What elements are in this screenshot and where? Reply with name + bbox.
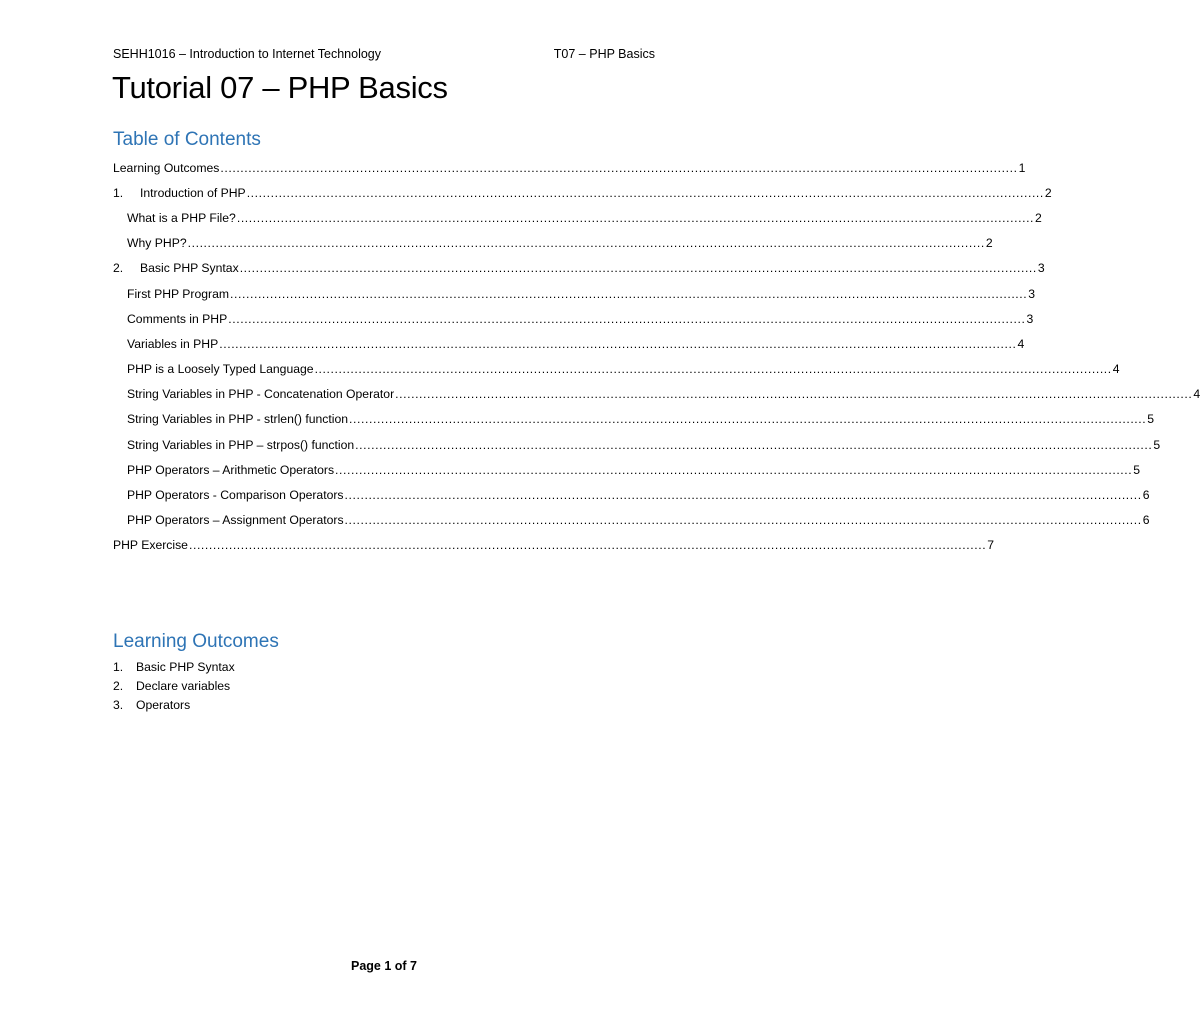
toc-leader-dots: ........................................................................................................................................................................................................ [395, 387, 1193, 402]
list-item [113, 657, 235, 676]
header-code: T07 – PHP Basics [553, 47, 655, 61]
toc-entry-label: What is a PHP File? [127, 210, 236, 225]
list-item [113, 695, 235, 714]
toc-entry-page: 5 [1133, 462, 1141, 477]
toc-entry[interactable] [113, 155, 1026, 180]
toc-entry[interactable] [113, 281, 1036, 306]
toc-entry-label: String Variables in PHP - Concatenation Operator [127, 387, 395, 402]
toc-leader-dots: ........................................................................................................................................................................................................ [355, 437, 1153, 452]
list-item-number: 1. [113, 659, 124, 674]
toc-entry-label: Why PHP? [127, 236, 187, 251]
toc-leader-dots: ........................................................................................................................................................................................................ [314, 362, 1112, 377]
learning-outcomes-heading: Learning Outcomes [113, 631, 279, 652]
toc-leader-dots: ........................................................................................................................................................................................................ [187, 236, 985, 251]
toc-entry[interactable] [113, 357, 1120, 382]
toc-entry[interactable] [113, 256, 1045, 281]
toc-entry-page: 4 [1193, 387, 1200, 402]
table-of-contents [113, 155, 1200, 558]
list-item-text: Basic PHP Syntax [136, 659, 235, 674]
toc-entry[interactable] [113, 482, 1150, 507]
toc-entry-page: 7 [987, 538, 994, 553]
list-item-number: 2. [113, 678, 124, 693]
toc-entry[interactable] [113, 306, 1034, 331]
toc-entry-label: PHP is a Loosely Typed Language [127, 362, 314, 377]
toc-entry-label: PHP Operators – Assignment Operators [127, 513, 344, 528]
toc-entry[interactable] [113, 180, 1052, 205]
toc-entry-page: 3 [1028, 286, 1036, 301]
toc-heading: Table of Contents [113, 129, 261, 150]
toc-leader-dots: ........................................................................................................................................................................................................ [236, 210, 1035, 225]
toc-entry-page: 2 [1044, 185, 1052, 200]
toc-entry-label: Variables in PHP [127, 336, 219, 351]
toc-entry-page: 1 [1018, 160, 1026, 175]
page-number: Page 1 of 7 [351, 959, 417, 973]
toc-entry-label: Comments in PHP [127, 311, 228, 326]
toc-leader-dots: ........................................................................................................................................................................................................ [220, 160, 1018, 175]
toc-entry-page: 6 [1142, 513, 1150, 528]
toc-entry-page: 4 [1112, 362, 1120, 377]
toc-entry-label: PHP Exercise [113, 538, 188, 553]
toc-entry-label: String Variables in PHP - strlen() function [127, 412, 349, 427]
toc-entry-label: Learning Outcomes [113, 160, 220, 175]
toc-entry-label: Introduction of PHP [140, 185, 246, 200]
toc-entry-number: 2. [113, 261, 124, 276]
toc-entry-page: 5 [1147, 412, 1155, 427]
toc-leader-dots: ........................................................................................................................................................................................................ [230, 286, 1028, 301]
list-item [113, 676, 235, 695]
toc-leader-dots: ........................................................................................................................................................................................................ [335, 462, 1133, 477]
toc-entry-page: 2 [1035, 210, 1042, 225]
toc-leader-dots: ........................................................................................................................................................................................................ [349, 412, 1147, 427]
toc-leader-dots: ........................................................................................................................................................................................................ [344, 488, 1142, 503]
toc-entry-label: PHP Operators - Comparison Operators [127, 488, 344, 503]
header-course: SEHH1016 – Introduction to Internet Technology [113, 47, 381, 61]
page-title: Tutorial 07 – PHP Basics [112, 70, 448, 105]
learning-outcomes-list [113, 657, 235, 714]
toc-entry[interactable] [113, 432, 1161, 457]
toc-entry[interactable] [113, 533, 994, 558]
toc-leader-dots: ........................................................................................................................................................................................................ [188, 538, 987, 553]
toc-entry[interactable] [113, 407, 1155, 432]
toc-entry[interactable] [113, 457, 1141, 482]
toc-entry[interactable] [113, 508, 1150, 533]
toc-leader-dots: ........................................................................................................................................................................................................ [246, 185, 1044, 200]
list-item-text: Declare variables [136, 678, 231, 693]
toc-entry-page: 3 [1026, 311, 1034, 326]
list-item-number: 3. [113, 697, 124, 712]
toc-entry-page: 3 [1037, 261, 1045, 276]
toc-entry-page: 5 [1153, 437, 1161, 452]
list-item-text: Operators [136, 697, 191, 712]
toc-entry[interactable] [113, 231, 993, 256]
toc-entry-page: 2 [985, 236, 993, 251]
toc-leader-dots: ........................................................................................................................................................................................................ [219, 336, 1017, 351]
toc-entry-page: 6 [1142, 488, 1150, 503]
toc-entry-label: PHP Operators – Arithmetic Operators [127, 462, 335, 477]
toc-entry[interactable] [113, 382, 1200, 407]
toc-leader-dots: ........................................................................................................................................................................................................ [239, 261, 1037, 276]
toc-entry-label: First PHP Program [127, 286, 230, 301]
toc-entry[interactable] [113, 205, 1042, 230]
toc-entry-number: 1. [113, 185, 124, 200]
toc-entry-page: 4 [1017, 336, 1025, 351]
toc-entry-label: Basic PHP Syntax [140, 261, 239, 276]
toc-entry[interactable] [113, 331, 1025, 356]
toc-leader-dots: ........................................................................................................................................................................................................ [344, 513, 1142, 528]
toc-entry-label: String Variables in PHP – strpos() function [127, 437, 355, 452]
toc-leader-dots: ........................................................................................................................................................................................................ [228, 311, 1026, 326]
